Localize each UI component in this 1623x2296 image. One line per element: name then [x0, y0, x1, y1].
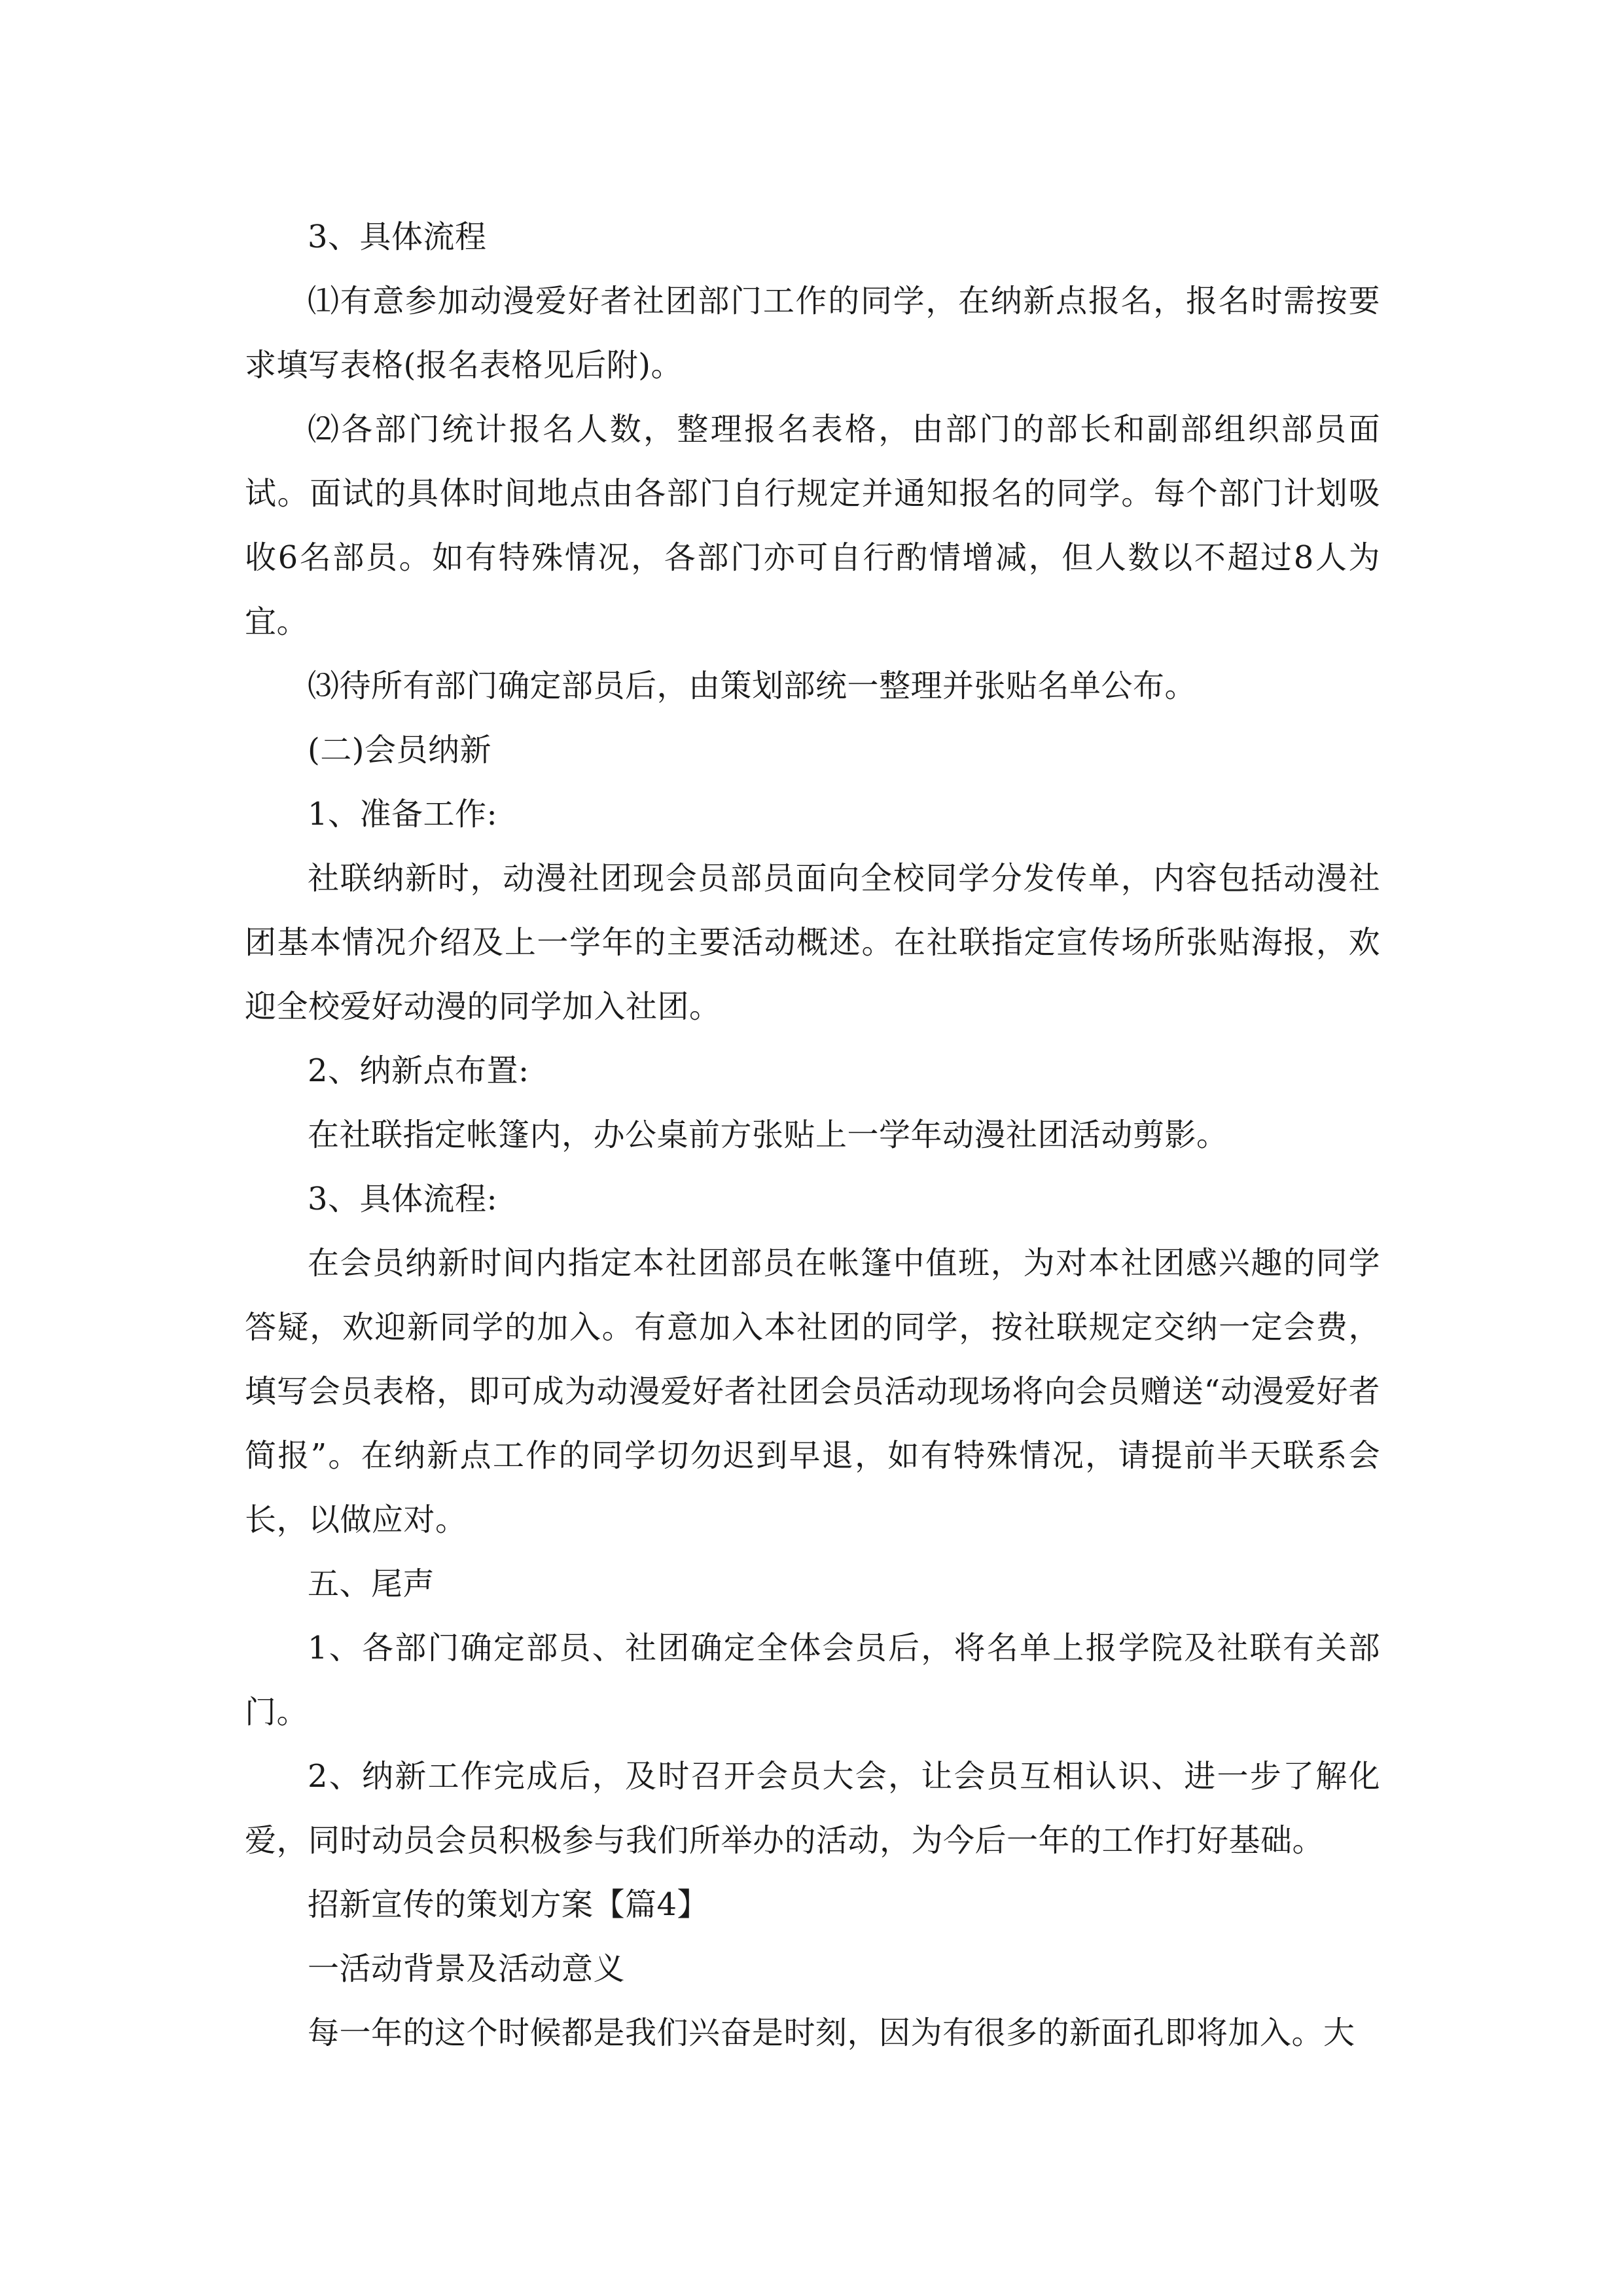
document-body: [245, 205, 1380, 2065]
section-heading: 3、具体流程: [308, 219, 487, 255]
section-heading: 招新宣传的策划方案【篇4】: [308, 1886, 709, 1923]
section-heading: 一活动背景及活动意义: [308, 1950, 626, 1987]
section-heading: 五、尾声: [308, 1566, 435, 1602]
body-paragraph: ⑶待所有部门确定部员后，由策划部统一整理并张贴名单公布。: [308, 668, 1197, 704]
body-paragraph: 2、纳新工作完成后，及时召开会员大会，让会员互相认识、进一步了解化爱，同时动员会员积极参与我们所举办的活动，为今后一年的工作打好基础。: [245, 1758, 1380, 1859]
body-paragraph: 社联纳新时，动漫社团现会员部员面向全校同学分发传单，内容包括动漫社团基本情况介绍及上一学年的主要活动概述。在社联指定宣传场所张贴海报，欢迎全校爱好动漫的同学加入社团。: [245, 860, 1380, 1025]
body-paragraph: ⑵各部门统计报名人数，整理报名表格，由部门的部长和副部组织部员面试。面试的具体时间地点由各部门自行规定并通知报名的同学。每个部门计划吸收6名部员。如有特殊情况，各部门亦可自行酌情增减，但人数以不超过8人为宜。: [245, 411, 1380, 640]
section-heading: 3、具体流程:: [308, 1181, 498, 1217]
section-heading: (二)会员纳新: [308, 732, 491, 768]
section-heading: 1、准备工作:: [308, 796, 498, 833]
body-paragraph: 1、各部门确定部员、社团确定全体会员后，将名单上报学院及社联有关部门。: [245, 1630, 1380, 1731]
body-paragraph: 在会员纳新时间内指定本社团部员在帐篷中值班，为对本社团感兴趣的同学答疑，欢迎新同学的加入。有意加入本社团的同学，按社联规定交纳一定会费，填写会员表格，即可成为动漫爱好者社团会员活动现场将向会员赠送“动漫爱好者简报”。在纳新点工作的同学切勿迟到早退，如有特殊情况，请提前半天联系会长，以做应对。: [245, 1245, 1380, 1538]
section-heading: 2、纳新点布置:: [308, 1052, 529, 1089]
body-paragraph: ⑴有意参加动漫爱好者社团部门工作的同学，在纳新点报名，报名时需按要求填写表格(报名表格见后附)。: [245, 283, 1380, 384]
body-paragraph: 每一年的这个时候都是我们兴奋是时刻，因为有很多的新面孔即将加入。大: [308, 2015, 1355, 2051]
body-paragraph: 在社联指定帐篷内，办公桌前方张贴上一学年动漫社团活动剪影。: [308, 1117, 1228, 1153]
